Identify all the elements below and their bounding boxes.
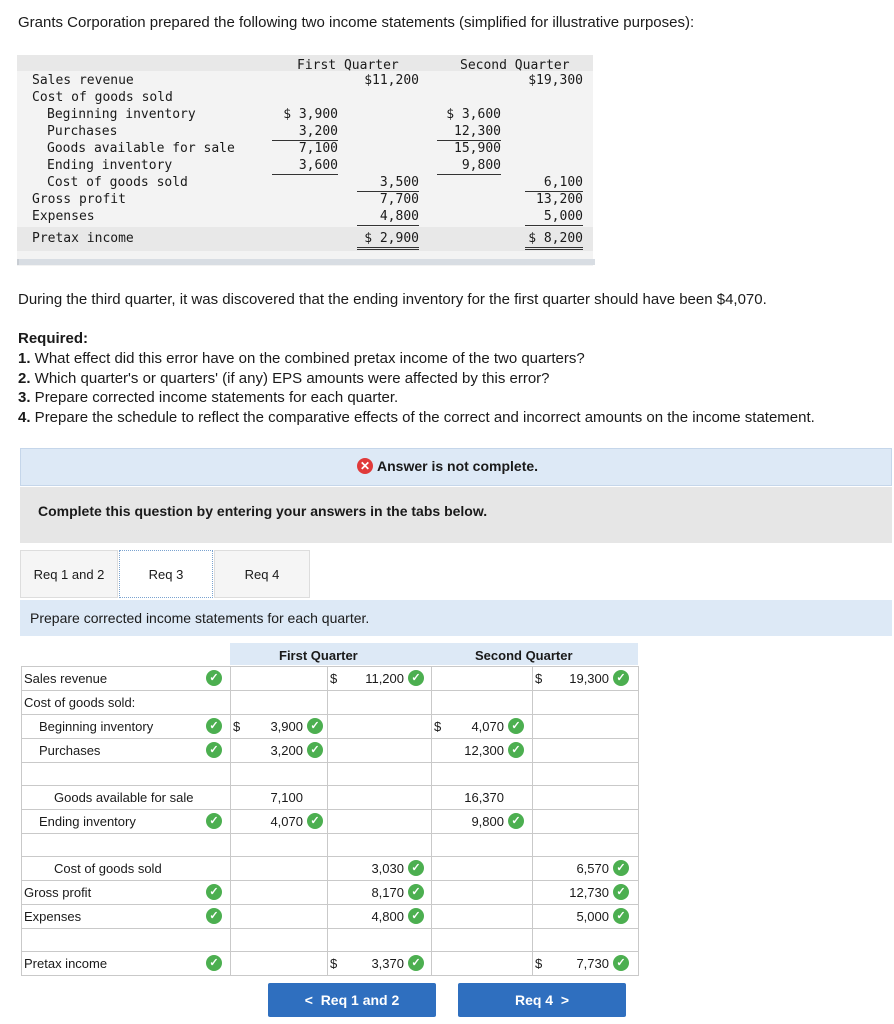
- table-cell[interactable]: [327, 833, 432, 857]
- table-cell[interactable]: [431, 666, 533, 691]
- dollar-sign: $: [330, 956, 338, 971]
- check-icon: ✓: [206, 884, 222, 900]
- row-label: Goods available for sale: [54, 790, 194, 805]
- table-cell[interactable]: [532, 809, 639, 834]
- prev-button[interactable]: < Req 1 and 2: [268, 983, 436, 1017]
- table-cell: [21, 833, 231, 857]
- check-icon: ✓: [613, 860, 629, 876]
- check-icon: ✓: [613, 908, 629, 924]
- answer-value[interactable]: 4,070: [270, 814, 303, 829]
- table-cell: [21, 762, 231, 786]
- table-cell[interactable]: [431, 880, 533, 905]
- row-label: Expenses: [24, 909, 82, 924]
- answer-value[interactable]: 12,730: [569, 885, 609, 900]
- answer-value[interactable]: 11,200: [365, 671, 404, 686]
- answer-value[interactable]: 9,800: [471, 814, 504, 829]
- table-cell[interactable]: [431, 856, 533, 881]
- check-icon: ✓: [307, 718, 323, 734]
- required-item: 2. Which quarter's or quarters' (if any) EPS amounts were affected by this error?: [18, 369, 550, 387]
- check-icon: ✓: [508, 742, 524, 758]
- check-icon: ✓: [613, 955, 629, 971]
- table-cell[interactable]: [327, 809, 432, 834]
- check-icon: ✓: [307, 742, 323, 758]
- row-label: Pretax income: [24, 956, 108, 971]
- table-cell[interactable]: [431, 951, 533, 976]
- table-cell[interactable]: [230, 951, 328, 976]
- table-cell[interactable]: [532, 762, 639, 786]
- table-cell[interactable]: [532, 928, 639, 952]
- check-icon: ✓: [408, 955, 424, 971]
- row-label: Sales revenue: [24, 671, 108, 686]
- answer-value[interactable]: 12,300: [464, 743, 504, 758]
- answer-value[interactable]: 7,100: [270, 790, 303, 805]
- answer-value[interactable]: 3,900: [270, 719, 303, 734]
- table-cell[interactable]: [431, 762, 533, 786]
- table-cell[interactable]: [532, 785, 639, 810]
- row-label: Purchases: [39, 743, 101, 758]
- q2-header: Second Quarter: [460, 58, 570, 73]
- tab-req-1-and-2[interactable]: Req 1 and 2: [20, 550, 118, 598]
- instruction-panel: [20, 487, 892, 543]
- next-button[interactable]: Req 4 >: [458, 983, 626, 1017]
- check-icon: ✓: [613, 884, 629, 900]
- table-cell[interactable]: [230, 928, 328, 952]
- table-cell[interactable]: [532, 690, 639, 715]
- check-icon: ✓: [508, 718, 524, 734]
- answer-value[interactable]: 3,370: [371, 956, 404, 971]
- prompt-text: Prepare corrected income statements for each quarter.: [30, 610, 370, 626]
- table-cell[interactable]: [431, 904, 533, 929]
- check-icon: ✓: [307, 813, 323, 829]
- required-item: 3. Prepare corrected income statements for each quarter.: [18, 389, 399, 406]
- required-item: 1. What effect did this error have on the combined pretax income of the two quarters?: [18, 350, 585, 367]
- table-cell[interactable]: [327, 762, 432, 786]
- check-icon: ✓: [408, 908, 424, 924]
- status-banner: [20, 448, 892, 486]
- table-cell[interactable]: [230, 833, 328, 857]
- instruction-text: Complete this question by entering your answers in the tabs below.: [38, 503, 488, 519]
- dollar-sign: $: [330, 671, 338, 686]
- answer-value[interactable]: 16,370: [464, 790, 504, 805]
- table-cell[interactable]: [532, 738, 639, 763]
- required-list: [18, 349, 815, 427]
- required-title: Required:: [18, 330, 89, 347]
- table-cell[interactable]: [532, 714, 639, 739]
- chevron-left-icon: <: [304, 992, 313, 1008]
- table-cell[interactable]: [230, 904, 328, 929]
- row-label: Gross profit: [24, 885, 92, 900]
- answer-value[interactable]: 4,800: [371, 909, 404, 924]
- answer-value[interactable]: 19,300: [569, 671, 609, 686]
- dollar-sign: $: [535, 671, 543, 686]
- table-cell[interactable]: [431, 928, 533, 952]
- row-label: Beginning inventory: [39, 719, 154, 734]
- check-icon: ✓: [408, 884, 424, 900]
- table-cell[interactable]: [327, 714, 432, 739]
- table-cell[interactable]: [327, 928, 432, 952]
- table-cell[interactable]: [230, 880, 328, 905]
- intro-text: Grants Corporation prepared the following two income statements (simplified for illustrative purposes):: [18, 14, 695, 31]
- required-item: 4. Prepare the schedule to reflect the comparative effects of the correct and incorrect amounts on the income statement.: [18, 408, 815, 426]
- original-income-statement: First Quarter Second Quarter Sales revenue $11,200 $19,300 Cost of goods sold Beginning inventory $ 3,900 $ 3,600 Purchases 3,200 12,300 Goods available for sale 7,100 15,900 Ending inventory 3,600 9,800 Cost of goods sold 3,500 6,100 Gross profit 7,700 13,200 Expenses 4,800 5,000 Pretax income $ 2,900 $ 8,200: [17, 55, 593, 266]
- row-label: Sales revenue: [32, 73, 134, 88]
- row-label: Cost of goods sold: [54, 861, 162, 876]
- table-cell[interactable]: [327, 738, 432, 763]
- tab-req-3[interactable]: Req 3: [119, 550, 213, 598]
- table-cell[interactable]: [532, 833, 639, 857]
- check-icon: ✓: [206, 670, 222, 686]
- table-cell[interactable]: [230, 690, 328, 715]
- check-icon: ✓: [613, 670, 629, 686]
- chevron-right-icon: >: [560, 992, 570, 1008]
- check-icon: ✓: [206, 955, 222, 971]
- dollar-sign: $: [233, 719, 241, 734]
- table-cell[interactable]: [327, 690, 432, 715]
- answer-value[interactable]: 5,000: [576, 909, 609, 924]
- check-icon: ✓: [206, 908, 222, 924]
- answer-table: [21, 643, 638, 973]
- check-icon: ✓: [408, 670, 424, 686]
- table-cell[interactable]: [230, 856, 328, 881]
- answer-value[interactable]: 4,070: [471, 719, 504, 734]
- dollar-sign: $: [434, 719, 442, 734]
- discovery-text: During the third quarter, it was discovered that the ending inventory for the first quarter should have been $4,070.: [18, 291, 767, 308]
- q1-header: First Quarter: [297, 58, 399, 73]
- dollar-sign: $: [535, 956, 543, 971]
- row-label: Ending inventory: [39, 814, 136, 829]
- answer-value[interactable]: 3,030: [371, 861, 404, 876]
- answer-q1-header: First Quarter: [279, 648, 358, 663]
- answer-value[interactable]: 7,730: [576, 956, 609, 971]
- table-cell: [21, 928, 231, 952]
- table-cell[interactable]: [230, 762, 328, 786]
- check-icon: ✓: [408, 860, 424, 876]
- answer-value[interactable]: 6,570: [576, 861, 609, 876]
- row-label: Cost of goods sold:: [24, 695, 136, 710]
- status-text: Answer is not complete.: [377, 458, 539, 474]
- table-cell[interactable]: [327, 785, 432, 810]
- tab-req-4[interactable]: Req 4: [214, 550, 310, 598]
- table-cell[interactable]: [431, 690, 533, 715]
- answer-q2-header: Second Quarter: [475, 648, 573, 663]
- table-cell[interactable]: [230, 666, 328, 691]
- statement-scrollbar[interactable]: [17, 259, 595, 265]
- table-cell[interactable]: [431, 833, 533, 857]
- answer-value[interactable]: 3,200: [270, 743, 303, 758]
- x-circle-icon: ✕: [357, 458, 373, 474]
- answer-value[interactable]: 8,170: [371, 885, 404, 900]
- prompt-panel: [20, 600, 892, 636]
- check-icon: ✓: [206, 742, 222, 758]
- check-icon: ✓: [508, 813, 524, 829]
- check-icon: ✓: [206, 718, 222, 734]
- check-icon: ✓: [206, 813, 222, 829]
